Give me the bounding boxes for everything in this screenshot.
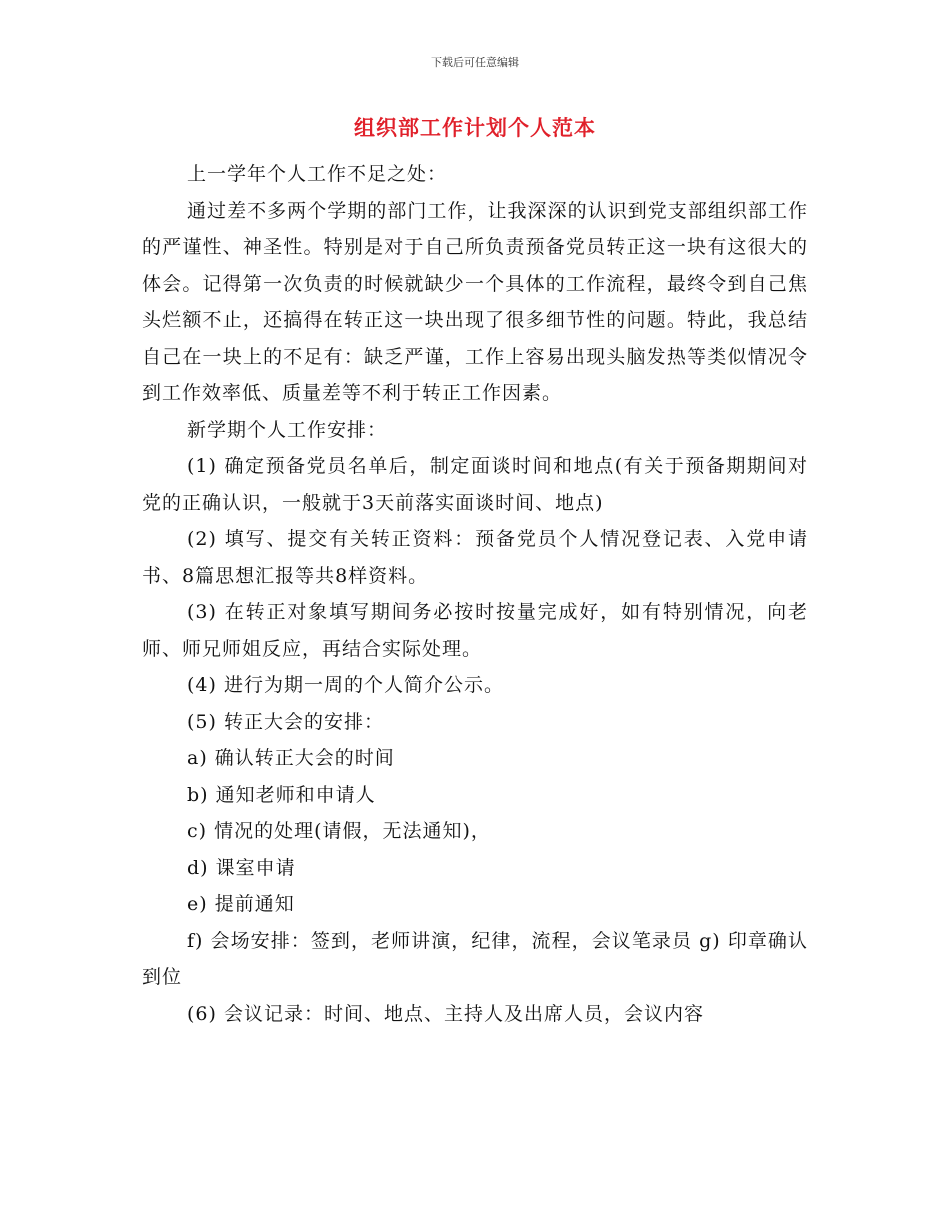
paragraph-subitem-a: a) 确认转正大会的时间	[187, 747, 395, 769]
paragraph-plan-heading: 新学期个人工作安排：	[187, 418, 388, 441]
paragraph-subitem-e: e) 提前通知	[187, 893, 295, 915]
paragraph-subitem-b: b) 通知老师和申请人	[187, 783, 376, 806]
header-note: 下载后可任意编辑	[431, 56, 519, 69]
paragraph-subitem-c: c) 情况的处理(请假，无法通知)，	[187, 820, 491, 842]
paragraph-item-6: (6) 会议记录：时间、地点、主持人及出席人员，会议内容	[187, 1002, 704, 1025]
document-title: 组织部工作计划个人范本	[354, 116, 596, 140]
paragraph-item-1: (1) 确定预备党员名单后，制定面谈时间和地点(有关于预备期期间对党的正确认识，一般就于3天前落实面谈时间、地点)	[142, 455, 808, 514]
document-body	[142, 156, 808, 1032]
paragraph-item-5: (5) 转正大会的安排：	[187, 710, 384, 733]
paragraph-shortcomings-body: 通过差不多两个学期的部门工作，让我深深的认识到党支部组织部工作的严谨性、神圣性。特别是对于自己所负责预备党员转正这一块有这很大的体会。记得第一次负责的时候就缺少一个具体的工作流程，最终令到自己焦头烂额不止，还搞得在转正这一块出现了很多细节性的问题。特此，我总结自己在一块上的不足有：缺乏严谨，工作上容易出现头脑发热等类似情况令到工作效率低、质量差等不利于转正工作因素。	[142, 199, 808, 404]
paragraph-item-2: (2) 填写、提交有关转正资料：预备党员个人情况登记表、入党申请书、8篇思想汇报等共8样资料。	[142, 528, 808, 587]
paragraph-subitem-f: f) 会场安排：签到，老师讲演，纪律，流程，会议笔录员 g) 印章确认到位	[142, 929, 808, 988]
paragraph-item-4: (4) 进行为期一周的个人简介公示。	[187, 674, 504, 696]
paragraph-subitem-d: d) 课室申请	[187, 856, 296, 879]
paragraph-shortcomings-heading: 上一学年个人工作不足之处：	[187, 163, 448, 185]
paragraph-item-3: (3) 在转正对象填写期间务必按时按量完成好，如有特别情况，向老师、师兄师姐反应，再结合实际处理。	[142, 601, 808, 660]
